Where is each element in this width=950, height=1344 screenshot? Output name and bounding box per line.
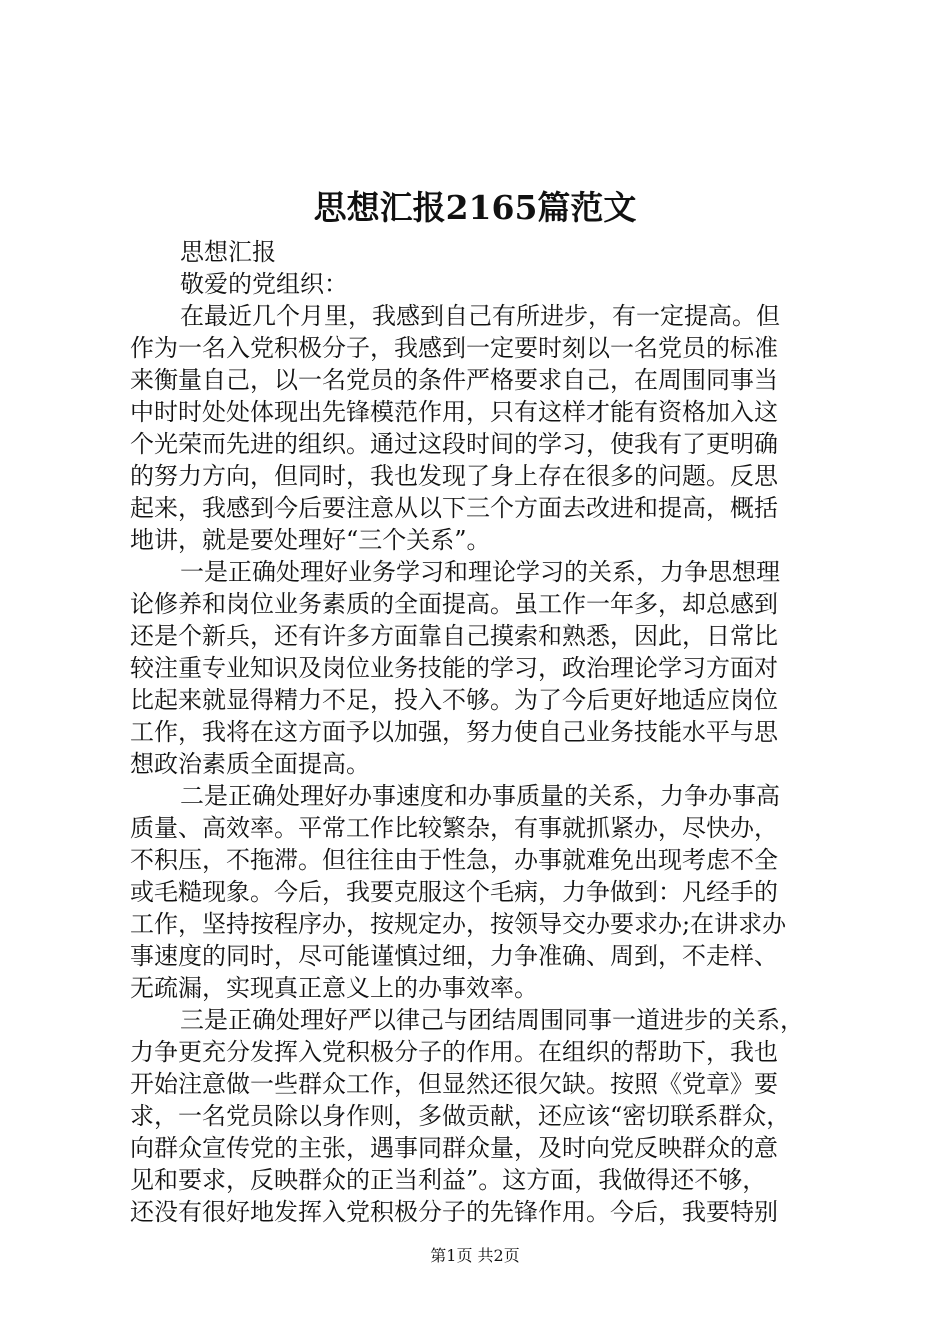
text-line: 的努力方向，但同时，我也发现了身上存在很多的问题。反思 [130, 462, 778, 490]
page-footer: 第1页 共2页 [430, 1246, 520, 1265]
text-line: 求，一名党员除以身作则，多做贡献，还应该“密切联系群众， [130, 1102, 791, 1130]
text-line: 较注重专业知识及岗位业务技能的学习，政治理论学习方面对 [130, 654, 778, 682]
text-line: 事速度的同时，尽可能谨慎过细，力争准确、周到，不走样、 [130, 942, 778, 970]
text-line: 比起来就显得精力不足，投入不够。为了今后更好地适应岗位 [130, 686, 778, 714]
text-line: 在最近几个月里，我感到自己有所进步，有一定提高。但 [180, 302, 780, 330]
text-line: 中时时处处体现出先锋模范作用，只有这样才能有资格加入这 [130, 398, 778, 426]
text-line: 二是正确处理好办事速度和办事质量的关系，力争办事高 [180, 782, 780, 810]
text-line: 还是个新兵，还有许多方面靠自己摸索和熟悉，因此，日常比 [130, 622, 778, 650]
text-line: 想政治素质全面提高。 [130, 750, 370, 778]
text-line: 一是正确处理好业务学习和理论学习的关系，力争思想理 [180, 558, 780, 586]
text-line: 或毛糙现象。今后，我要克服这个毛病，力争做到：凡经手的 [130, 878, 778, 906]
text-line: 开始注意做一些群众工作，但显然还很欠缺。按照《党章》要 [130, 1070, 778, 1098]
text-line: 质量、高效率。平常工作比较繁杂，有事就抓紧办，尽快办， [130, 814, 778, 842]
text-line: 来衡量自己，以一名党员的条件严格要求自己，在周围同事当 [130, 366, 778, 394]
text-line: 见和要求，反映群众的正当利益”。这方面，我做得还不够， [130, 1166, 767, 1194]
text-line: 力争更充分发挥入党积极分子的作用。在组织的帮助下，我也 [130, 1038, 778, 1066]
text-line: 还没有很好地发挥入党积极分子的先锋作用。今后，我要特别 [130, 1198, 778, 1226]
document-body [130, 236, 830, 1228]
text-line: 个光荣而先进的组织。通过这段时间的学习，使我有了更明确 [130, 430, 778, 458]
text-line: 作为一名入党积极分子，我感到一定要时刻以一名党员的标准 [130, 334, 778, 362]
document-title: 思想汇报2165篇范文 [313, 188, 637, 227]
text-line: 不积压，不拖滞。但往往由于性急，办事就难免出现考虑不全 [130, 846, 778, 874]
text-line: 工作，坚持按程序办，按规定办，按领导交办要求办;在讲求办 [130, 910, 787, 938]
text-line: 地讲，就是要处理好“三个关系”。 [130, 526, 491, 554]
text-line: 无疏漏，实现真正意义上的办事效率。 [130, 974, 538, 1002]
text-line: 三是正确处理好严以律己与团结周围同事一道进步的关系， [180, 1006, 804, 1034]
text-line: 敬爱的党组织： [180, 270, 348, 298]
text-line: 起来，我感到今后要注意从以下三个方面去改进和提高，概括 [130, 494, 778, 522]
text-line: 工作，我将在这方面予以加强，努力使自己业务技能水平与思 [130, 718, 778, 746]
text-line: 向群众宣传党的主张，遇事同群众量，及时向党反映群众的意 [130, 1134, 778, 1162]
text-line: 思想汇报 [180, 238, 276, 266]
text-line: 论修养和岗位业务素质的全面提高。虽工作一年多，却总感到 [130, 590, 778, 618]
